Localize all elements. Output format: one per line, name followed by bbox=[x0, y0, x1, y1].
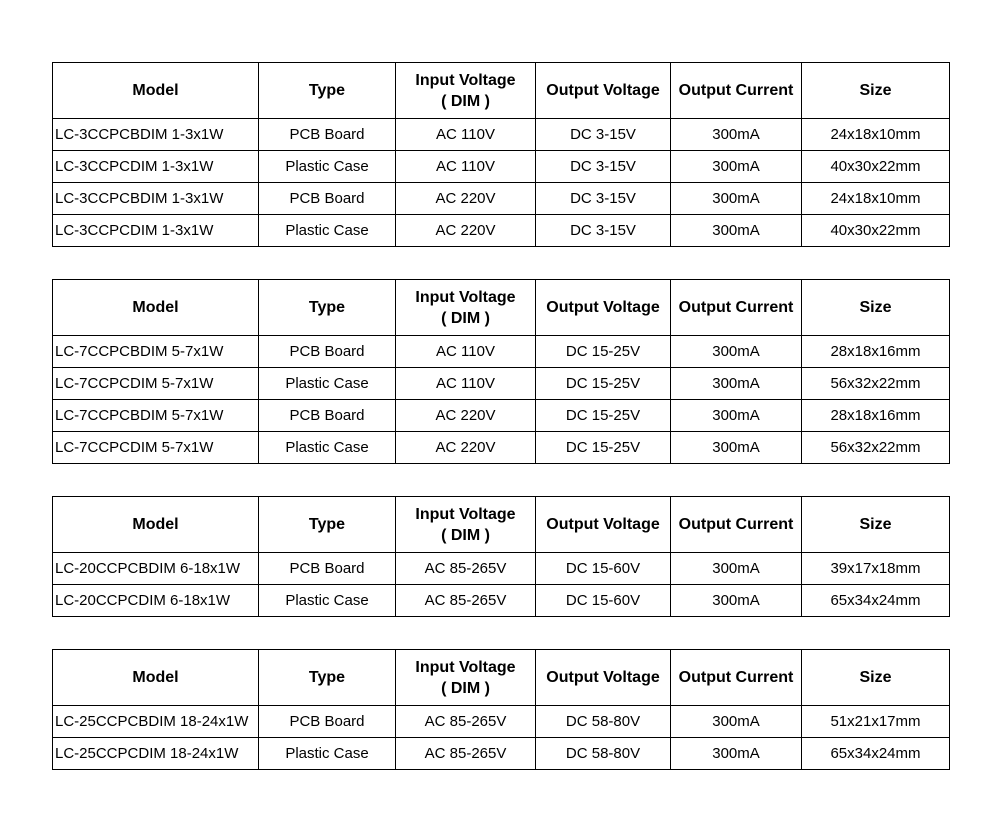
header-input-voltage-line1: Input Voltage bbox=[415, 288, 516, 306]
spec-table-3w bbox=[52, 62, 950, 247]
table-row bbox=[53, 368, 950, 400]
cell-size: 24x18x10mm bbox=[802, 183, 950, 215]
table-row bbox=[53, 585, 950, 617]
cell-output-current: 300mA bbox=[671, 215, 802, 247]
cell-model: LC-20CCPCDIM 6-18x1W bbox=[53, 585, 259, 617]
header-output-current: Output Current bbox=[671, 497, 802, 553]
cell-output-voltage: DC 15-25V bbox=[536, 336, 671, 368]
cell-type: Plastic Case bbox=[259, 368, 396, 400]
cell-size: 39x17x18mm bbox=[802, 553, 950, 585]
cell-size: 28x18x16mm bbox=[802, 400, 950, 432]
header-row bbox=[53, 63, 950, 119]
header-size: Size bbox=[802, 497, 950, 553]
cell-output-voltage: DC 3-15V bbox=[536, 151, 671, 183]
cell-type: PCB Board bbox=[259, 183, 396, 215]
cell-type: PCB Board bbox=[259, 119, 396, 151]
header-type: Type bbox=[259, 650, 396, 706]
cell-type: PCB Board bbox=[259, 400, 396, 432]
cell-output-voltage: DC 15-60V bbox=[536, 585, 671, 617]
header-output-voltage: Output Voltage bbox=[536, 280, 671, 336]
header-input-voltage bbox=[396, 650, 536, 706]
cell-output-current: 300mA bbox=[671, 336, 802, 368]
header-input-voltage-line1: Input Voltage bbox=[415, 505, 516, 523]
cell-model: LC-20CCPCBDIM 6-18x1W bbox=[53, 553, 259, 585]
cell-output-voltage: DC 58-80V bbox=[536, 738, 671, 770]
cell-output-current: 300mA bbox=[671, 706, 802, 738]
cell-size: 51x21x17mm bbox=[802, 706, 950, 738]
header-type: Type bbox=[259, 63, 396, 119]
header-row bbox=[53, 650, 950, 706]
cell-model: LC-25CCPCBDIM 18-24x1W bbox=[53, 706, 259, 738]
cell-type: Plastic Case bbox=[259, 432, 396, 464]
cell-model: LC-3CCPCBDIM 1-3x1W bbox=[53, 119, 259, 151]
header-model: Model bbox=[53, 497, 259, 553]
cell-model: LC-25CCPCDIM 18-24x1W bbox=[53, 738, 259, 770]
header-model: Model bbox=[53, 63, 259, 119]
cell-output-current: 300mA bbox=[671, 432, 802, 464]
cell-type: Plastic Case bbox=[259, 215, 396, 247]
header-row bbox=[53, 497, 950, 553]
header-input-voltage-line2: ( DIM ) bbox=[441, 92, 490, 110]
cell-model: LC-3CCPCDIM 1-3x1W bbox=[53, 215, 259, 247]
spec-table-20w bbox=[52, 496, 950, 617]
header-type: Type bbox=[259, 497, 396, 553]
cell-size: 65x34x24mm bbox=[802, 585, 950, 617]
cell-size: 65x34x24mm bbox=[802, 738, 950, 770]
header-input-voltage-line2: ( DIM ) bbox=[441, 679, 490, 697]
cell-output-voltage: DC 3-15V bbox=[536, 119, 671, 151]
cell-type: PCB Board bbox=[259, 553, 396, 585]
header-size: Size bbox=[802, 280, 950, 336]
cell-input-voltage: AC 110V bbox=[396, 336, 536, 368]
cell-type: PCB Board bbox=[259, 706, 396, 738]
spec-table-7w bbox=[52, 279, 950, 464]
cell-model: LC-7CCPCBDIM 5-7x1W bbox=[53, 400, 259, 432]
cell-output-current: 300mA bbox=[671, 585, 802, 617]
cell-size: 28x18x16mm bbox=[802, 336, 950, 368]
header-output-voltage: Output Voltage bbox=[536, 497, 671, 553]
header-output-current: Output Current bbox=[671, 280, 802, 336]
table-row bbox=[53, 738, 950, 770]
cell-input-voltage: AC 85-265V bbox=[396, 738, 536, 770]
cell-output-voltage: DC 3-15V bbox=[536, 215, 671, 247]
cell-model: LC-3CCPCBDIM 1-3x1W bbox=[53, 183, 259, 215]
cell-output-current: 300mA bbox=[671, 553, 802, 585]
header-input-voltage-line2: ( DIM ) bbox=[441, 309, 490, 327]
cell-output-voltage: DC 3-15V bbox=[536, 183, 671, 215]
header-input-voltage-line1: Input Voltage bbox=[415, 71, 516, 89]
header-input-voltage bbox=[396, 280, 536, 336]
header-row bbox=[53, 280, 950, 336]
table-row bbox=[53, 400, 950, 432]
table-row bbox=[53, 215, 950, 247]
cell-input-voltage: AC 85-265V bbox=[396, 553, 536, 585]
cell-output-current: 300mA bbox=[671, 119, 802, 151]
cell-input-voltage: AC 110V bbox=[396, 119, 536, 151]
spec-table-25w bbox=[52, 649, 950, 770]
cell-input-voltage: AC 85-265V bbox=[396, 585, 536, 617]
cell-output-current: 300mA bbox=[671, 400, 802, 432]
cell-size: 56x32x22mm bbox=[802, 368, 950, 400]
header-input-voltage bbox=[396, 497, 536, 553]
cell-input-voltage: AC 220V bbox=[396, 432, 536, 464]
table-row bbox=[53, 336, 950, 368]
cell-input-voltage: AC 220V bbox=[396, 215, 536, 247]
cell-type: Plastic Case bbox=[259, 585, 396, 617]
cell-output-current: 300mA bbox=[671, 183, 802, 215]
header-output-current: Output Current bbox=[671, 63, 802, 119]
cell-model: LC-7CCPCDIM 5-7x1W bbox=[53, 368, 259, 400]
cell-size: 40x30x22mm bbox=[802, 215, 950, 247]
table-row bbox=[53, 119, 950, 151]
table-row bbox=[53, 151, 950, 183]
table-row bbox=[53, 432, 950, 464]
header-input-voltage-line2: ( DIM ) bbox=[441, 526, 490, 544]
table-row bbox=[53, 706, 950, 738]
cell-output-voltage: DC 15-25V bbox=[536, 368, 671, 400]
header-size: Size bbox=[802, 63, 950, 119]
cell-type: PCB Board bbox=[259, 336, 396, 368]
cell-model: LC-3CCPCDIM 1-3x1W bbox=[53, 151, 259, 183]
cell-input-voltage: AC 110V bbox=[396, 368, 536, 400]
cell-output-voltage: DC 15-60V bbox=[536, 553, 671, 585]
header-input-voltage bbox=[396, 63, 536, 119]
header-output-current: Output Current bbox=[671, 650, 802, 706]
cell-input-voltage: AC 110V bbox=[396, 151, 536, 183]
header-model: Model bbox=[53, 650, 259, 706]
cell-output-voltage: DC 58-80V bbox=[536, 706, 671, 738]
cell-size: 56x32x22mm bbox=[802, 432, 950, 464]
cell-type: Plastic Case bbox=[259, 151, 396, 183]
header-size: Size bbox=[802, 650, 950, 706]
header-model: Model bbox=[53, 280, 259, 336]
cell-size: 24x18x10mm bbox=[802, 119, 950, 151]
table-row bbox=[53, 553, 950, 585]
header-output-voltage: Output Voltage bbox=[536, 63, 671, 119]
header-input-voltage-line1: Input Voltage bbox=[415, 658, 516, 676]
cell-type: Plastic Case bbox=[259, 738, 396, 770]
cell-model: LC-7CCPCBDIM 5-7x1W bbox=[53, 336, 259, 368]
header-type: Type bbox=[259, 280, 396, 336]
cell-input-voltage: AC 220V bbox=[396, 400, 536, 432]
cell-model: LC-7CCPCDIM 5-7x1W bbox=[53, 432, 259, 464]
cell-size: 40x30x22mm bbox=[802, 151, 950, 183]
cell-output-current: 300mA bbox=[671, 151, 802, 183]
cell-input-voltage: AC 85-265V bbox=[396, 706, 536, 738]
cell-output-voltage: DC 15-25V bbox=[536, 400, 671, 432]
cell-output-voltage: DC 15-25V bbox=[536, 432, 671, 464]
cell-output-current: 300mA bbox=[671, 368, 802, 400]
header-output-voltage: Output Voltage bbox=[536, 650, 671, 706]
cell-input-voltage: AC 220V bbox=[396, 183, 536, 215]
cell-output-current: 300mA bbox=[671, 738, 802, 770]
table-row bbox=[53, 183, 950, 215]
